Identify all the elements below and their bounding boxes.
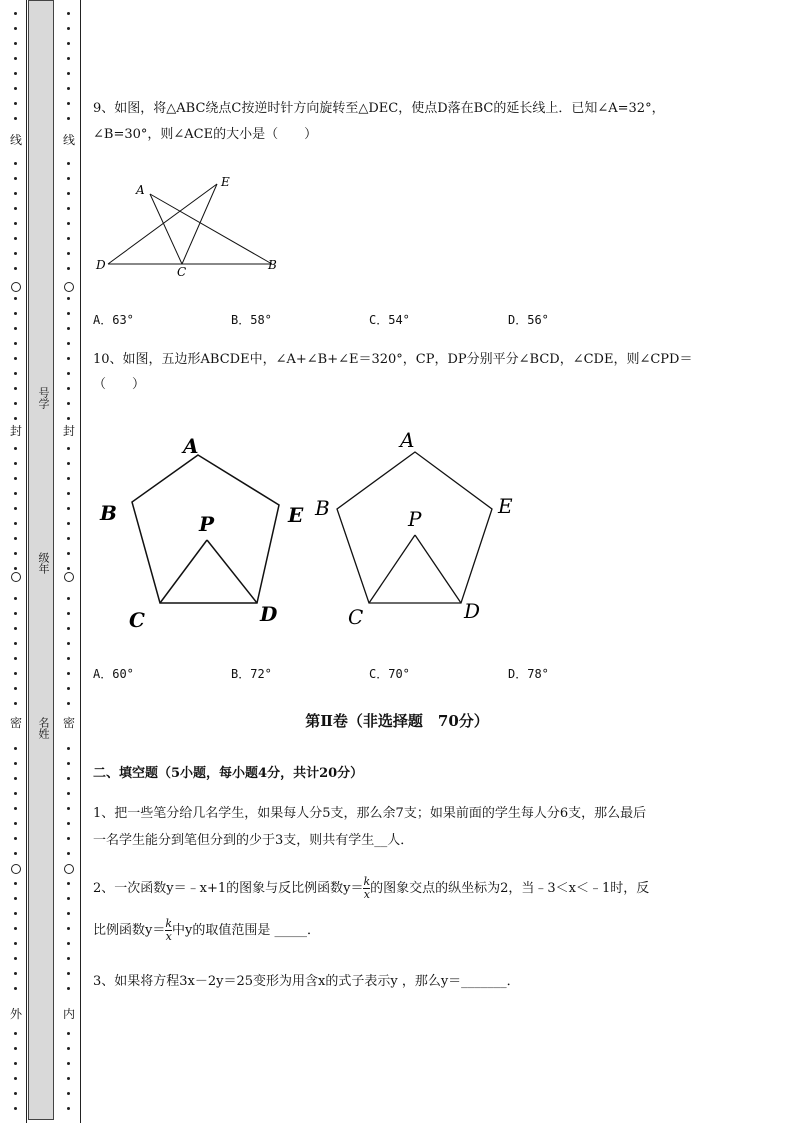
binding-dot bbox=[67, 117, 70, 120]
binding-dot bbox=[67, 747, 70, 750]
binding-dot bbox=[67, 12, 70, 15]
binding-dot bbox=[67, 507, 70, 510]
binding-dot bbox=[67, 1032, 70, 1035]
binding-dot bbox=[14, 597, 17, 600]
binding-dot bbox=[14, 1047, 17, 1050]
binding-dot bbox=[67, 177, 70, 180]
option-a[interactable]: A．60° bbox=[93, 667, 134, 681]
binding-dot bbox=[67, 1092, 70, 1095]
field-grade: 级年 bbox=[37, 552, 50, 574]
binding-dot bbox=[14, 267, 17, 270]
label-d: D bbox=[260, 602, 278, 626]
binding-dot bbox=[67, 72, 70, 75]
binding-dot bbox=[67, 942, 70, 945]
binding-dot bbox=[67, 1107, 70, 1110]
seal-circle bbox=[64, 864, 74, 874]
binding-dot bbox=[67, 312, 70, 315]
binding-dot bbox=[14, 1092, 17, 1095]
label-b: B bbox=[100, 501, 117, 525]
binding-dot bbox=[67, 417, 70, 420]
binding-dot bbox=[14, 252, 17, 255]
fill-2-line1 bbox=[93, 876, 743, 902]
binding-dot bbox=[67, 822, 70, 825]
binding-dot bbox=[67, 987, 70, 990]
binding-dot bbox=[14, 342, 17, 345]
label-e: E bbox=[498, 494, 513, 518]
binding-dot bbox=[67, 537, 70, 540]
binding-dot bbox=[14, 792, 17, 795]
seal-char-mi: 密 bbox=[9, 716, 22, 730]
binding-dot bbox=[14, 552, 17, 555]
binding-dot bbox=[14, 207, 17, 210]
binding-line-right bbox=[80, 0, 81, 1123]
question-10-figure-right bbox=[310, 425, 525, 635]
binding-dot bbox=[14, 822, 17, 825]
seal-char-feng: 封 bbox=[9, 424, 22, 438]
question-9-line1: 9、如图，将△ABC绕点C按逆时针方向旋转至△DEC，使点D落在BC的延长线上．已知∠A=32°， bbox=[93, 101, 665, 116]
binding-dot bbox=[67, 597, 70, 600]
binding-dot bbox=[14, 702, 17, 705]
binding-dot bbox=[67, 222, 70, 225]
fill-2-text-c: 比例函数y＝ bbox=[93, 923, 166, 938]
binding-dot bbox=[14, 12, 17, 15]
fraction-denominator: x bbox=[363, 888, 370, 901]
outer-seal-column bbox=[9, 0, 23, 1123]
binding-dot bbox=[14, 642, 17, 645]
fill-2-text-b: 的图象交点的纵坐标为2，当﹣3＜x＜﹣1时，反 bbox=[370, 881, 650, 896]
binding-dot bbox=[14, 897, 17, 900]
label-e: E bbox=[221, 175, 230, 189]
binding-dot bbox=[67, 492, 70, 495]
option-d[interactable]: D．78° bbox=[508, 667, 549, 681]
binding-dot bbox=[67, 657, 70, 660]
binding-dot bbox=[67, 567, 70, 570]
fraction-numerator: k bbox=[165, 917, 173, 930]
label-d: D bbox=[96, 258, 106, 272]
binding-dot bbox=[67, 672, 70, 675]
binding-dot bbox=[14, 117, 17, 120]
binding-dot bbox=[14, 747, 17, 750]
binding-dot bbox=[14, 237, 17, 240]
binding-dot bbox=[14, 537, 17, 540]
seal-char-nei: 内 bbox=[62, 1007, 75, 1021]
binding-dot bbox=[14, 477, 17, 480]
binding-dot bbox=[14, 417, 17, 420]
binding-dot bbox=[14, 177, 17, 180]
binding-dot bbox=[67, 897, 70, 900]
binding-dot bbox=[14, 297, 17, 300]
seal-circle bbox=[64, 282, 74, 292]
binding-dot bbox=[67, 687, 70, 690]
binding-dot bbox=[67, 972, 70, 975]
label-a: A bbox=[400, 428, 415, 452]
binding-dot bbox=[14, 1077, 17, 1080]
binding-dot bbox=[14, 462, 17, 465]
binding-dot bbox=[67, 762, 70, 765]
binding-dot bbox=[14, 852, 17, 855]
label-c: C bbox=[177, 265, 187, 279]
binding-dot bbox=[14, 522, 17, 525]
binding-dot bbox=[67, 792, 70, 795]
fill-1-line2: 一名学生能分到笔但分到的少于3支，则共有学生__人． bbox=[93, 833, 414, 848]
seal-circle bbox=[64, 572, 74, 582]
binding-dot bbox=[67, 477, 70, 480]
binding-dot bbox=[67, 627, 70, 630]
binding-dot bbox=[14, 567, 17, 570]
binding-dot bbox=[14, 72, 17, 75]
binding-dot bbox=[67, 552, 70, 555]
option-b[interactable]: B．72° bbox=[231, 667, 272, 681]
binding-dot bbox=[14, 492, 17, 495]
binding-dot bbox=[67, 1062, 70, 1065]
binding-dot bbox=[67, 237, 70, 240]
binding-dot bbox=[67, 57, 70, 60]
fill-1-line1: 1、把一些笔分给几名学生，如果每人分5支，那么余7支；如果前面的学生每人分6支，那么最后 bbox=[93, 806, 647, 821]
binding-dot bbox=[67, 882, 70, 885]
binding-dot bbox=[14, 882, 17, 885]
binding-dot bbox=[67, 462, 70, 465]
binding-dot bbox=[67, 447, 70, 450]
binding-dot bbox=[67, 1047, 70, 1050]
inner-seal-column bbox=[62, 0, 76, 1123]
binding-dot bbox=[67, 912, 70, 915]
binding-dot bbox=[14, 687, 17, 690]
fill-2-text-a: 2、一次函数y＝﹣x+1的图象与反比例函数y＝ bbox=[93, 881, 364, 896]
seal-char-mi: 密 bbox=[62, 716, 75, 730]
binding-dot bbox=[14, 192, 17, 195]
binding-line-left bbox=[26, 0, 27, 1123]
binding-dot bbox=[14, 627, 17, 630]
binding-dot bbox=[67, 162, 70, 165]
fraction-denominator: x bbox=[165, 930, 172, 943]
binding-dot bbox=[67, 927, 70, 930]
fill-2-line2 bbox=[93, 918, 743, 944]
question-9-line2: ∠B=30°，则∠ACE的大小是（ ） bbox=[93, 127, 318, 142]
binding-dot bbox=[14, 672, 17, 675]
binding-dot bbox=[14, 807, 17, 810]
binding-dot bbox=[67, 612, 70, 615]
question-9-figure bbox=[90, 170, 290, 280]
label-c: C bbox=[129, 608, 145, 632]
binding-dot bbox=[14, 162, 17, 165]
seal-circle bbox=[11, 864, 21, 874]
binding-dot bbox=[14, 357, 17, 360]
binding-dot bbox=[67, 807, 70, 810]
field-name: 名姓 bbox=[37, 717, 50, 739]
binding-dot bbox=[67, 777, 70, 780]
seal-circle bbox=[11, 282, 21, 292]
seal-char-feng: 封 bbox=[62, 424, 75, 438]
binding-dot bbox=[67, 402, 70, 405]
binding-dot bbox=[14, 387, 17, 390]
binding-dot bbox=[14, 42, 17, 45]
binding-dot bbox=[14, 57, 17, 60]
binding-dot bbox=[67, 252, 70, 255]
binding-dot bbox=[14, 327, 17, 330]
binding-dot bbox=[14, 312, 17, 315]
label-d: D bbox=[464, 599, 481, 623]
binding-dot bbox=[67, 522, 70, 525]
question-10-figure-left bbox=[95, 425, 320, 635]
question-10-line2: （ ） bbox=[93, 377, 146, 392]
fill-2-text-d: 中y的取值范围是 _____． bbox=[172, 923, 321, 938]
binding-dot bbox=[67, 837, 70, 840]
fraction-numerator: k bbox=[363, 875, 371, 888]
binding-dot bbox=[14, 912, 17, 915]
field-student-number: 号学 bbox=[37, 387, 50, 409]
binding-dot bbox=[67, 1077, 70, 1080]
binding-dot bbox=[67, 357, 70, 360]
binding-dot bbox=[67, 387, 70, 390]
binding-dot bbox=[67, 207, 70, 210]
label-e: E bbox=[288, 503, 304, 527]
binding-dot bbox=[67, 192, 70, 195]
label-p: P bbox=[199, 512, 215, 536]
binding-dot bbox=[14, 102, 17, 105]
binding-dot bbox=[67, 267, 70, 270]
binding-dot bbox=[14, 837, 17, 840]
binding-dot bbox=[67, 372, 70, 375]
binding-dot bbox=[14, 1032, 17, 1035]
part-title: 二、填空题（5小题，每小题4分，共计20分） bbox=[93, 766, 364, 781]
binding-dot bbox=[14, 372, 17, 375]
binding-dot bbox=[14, 987, 17, 990]
binding-dot bbox=[14, 957, 17, 960]
binding-dot bbox=[14, 777, 17, 780]
binding-dot bbox=[14, 762, 17, 765]
seal-char-xian: 线 bbox=[62, 133, 75, 147]
binding-dot bbox=[14, 612, 17, 615]
label-c: C bbox=[348, 605, 364, 629]
binding-dot bbox=[14, 402, 17, 405]
label-a: A bbox=[136, 183, 145, 197]
label-a: A bbox=[183, 434, 199, 458]
binding-dot bbox=[14, 927, 17, 930]
option-d[interactable]: D．56° bbox=[508, 313, 549, 327]
binding-dot bbox=[67, 297, 70, 300]
binding-dot bbox=[14, 1107, 17, 1110]
binding-dot bbox=[14, 657, 17, 660]
binding-dot bbox=[14, 222, 17, 225]
binding-dot bbox=[14, 27, 17, 30]
binding-dot bbox=[14, 507, 17, 510]
option-c[interactable]: C．54° bbox=[369, 313, 410, 327]
binding-dot bbox=[67, 852, 70, 855]
seal-char-xian: 线 bbox=[9, 133, 22, 147]
seal-char-wai: 外 bbox=[9, 1007, 22, 1021]
label-b: B bbox=[268, 258, 277, 272]
binding-dot bbox=[67, 27, 70, 30]
binding-dot bbox=[14, 942, 17, 945]
binding-dot bbox=[67, 327, 70, 330]
binding-dot bbox=[67, 642, 70, 645]
binding-dot bbox=[67, 957, 70, 960]
seal-circle bbox=[11, 572, 21, 582]
option-b[interactable]: B．58° bbox=[231, 313, 272, 327]
option-c[interactable]: C．70° bbox=[369, 667, 410, 681]
binding-dot bbox=[67, 702, 70, 705]
label-p: P bbox=[408, 507, 422, 531]
binding-dot bbox=[14, 972, 17, 975]
option-a[interactable]: A．63° bbox=[93, 313, 134, 327]
binding-dot bbox=[14, 447, 17, 450]
binding-dot bbox=[67, 42, 70, 45]
binding-dot bbox=[14, 1062, 17, 1065]
binding-dot bbox=[67, 342, 70, 345]
fill-3: 3、如果将方程3x－2y＝25变形为用含x的式子表示y ，那么y＝_______． bbox=[93, 974, 520, 989]
binding-dot bbox=[67, 87, 70, 90]
binding-dot bbox=[14, 87, 17, 90]
question-10-line1: 10、如图，五边形ABCDE中，∠A+∠B+∠E＝320°，CP，DP分别平分∠BCD，∠CDE，则∠CPD＝ bbox=[93, 352, 693, 367]
binding-dot bbox=[67, 102, 70, 105]
section-title: 第Ⅱ卷（非选择题 70分） bbox=[305, 712, 489, 730]
label-b: B bbox=[315, 496, 330, 520]
